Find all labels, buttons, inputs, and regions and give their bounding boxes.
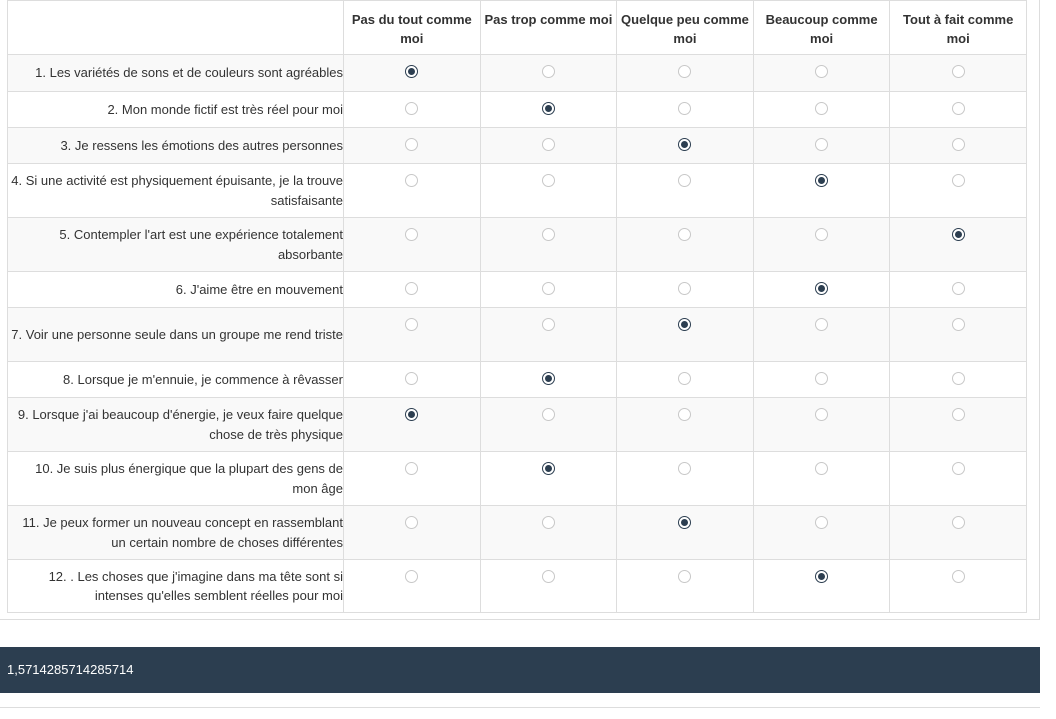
option-cell	[480, 452, 617, 506]
question-label: 6. J'aime être en mouvement	[8, 272, 344, 308]
radio-option[interactable]	[405, 318, 418, 331]
radio-option[interactable]	[405, 372, 418, 385]
option-cell	[480, 560, 617, 613]
question-row	[8, 362, 1027, 398]
radio-option[interactable]	[405, 282, 418, 295]
question-label: 8. Lorsque je m'ennuie, je commence à rêvasser	[8, 362, 344, 398]
radio-option[interactable]	[815, 102, 828, 115]
radio-selected[interactable]	[815, 570, 828, 583]
option-cell	[344, 55, 481, 92]
radio-option[interactable]	[542, 228, 555, 241]
question-label: 3. Je ressens les émotions des autres personnes	[8, 128, 344, 164]
option-cell	[344, 272, 481, 308]
option-cell	[890, 272, 1027, 308]
column-header: Beaucoup comme moi	[753, 1, 890, 55]
question-row	[8, 308, 1027, 362]
result-value: 1,5714285714285714	[7, 662, 134, 677]
question-label: 9. Lorsque j'ai beaucoup d'énergie, je veux faire quelque chose de très physique	[8, 398, 344, 452]
column-header: Quelque peu comme moi	[617, 1, 754, 55]
option-cell	[890, 308, 1027, 362]
radio-selected[interactable]	[678, 138, 691, 151]
option-cell	[617, 92, 754, 128]
radio-option[interactable]	[815, 138, 828, 151]
radio-option[interactable]	[542, 65, 555, 78]
radio-option[interactable]	[542, 570, 555, 583]
option-cell	[617, 272, 754, 308]
question-label: 2. Mon monde fictif est très réel pour moi	[8, 92, 344, 128]
question-label: 5. Contempler l'art est une expérience totalement absorbante	[8, 218, 344, 272]
radio-option[interactable]	[678, 228, 691, 241]
question-label: 11. Je peux former un nouveau concept en rassemblant un certain nombre de choses différentes	[8, 506, 344, 560]
option-cell	[344, 398, 481, 452]
likert-matrix	[7, 0, 1027, 613]
question-label: 1. Les variétés de sons et de couleurs sont agréables	[8, 55, 344, 92]
radio-option[interactable]	[405, 102, 418, 115]
option-cell	[480, 128, 617, 164]
question-label: 4. Si une activité est physiquement épuisante, je la trouve satisfaisante	[8, 164, 344, 218]
option-cell	[753, 398, 890, 452]
radio-option[interactable]	[405, 570, 418, 583]
question-row	[8, 218, 1027, 272]
radio-option[interactable]	[815, 462, 828, 475]
radio-option[interactable]	[405, 516, 418, 529]
radio-option[interactable]	[815, 516, 828, 529]
radio-option[interactable]	[678, 282, 691, 295]
option-cell	[617, 308, 754, 362]
question-row	[8, 92, 1027, 128]
option-cell	[480, 308, 617, 362]
question-label: 10. Je suis plus énergique que la plupart des gens de mon âge	[8, 452, 344, 506]
option-cell	[617, 362, 754, 398]
radio-selected[interactable]	[542, 102, 555, 115]
radio-option[interactable]	[815, 408, 828, 421]
option-cell	[480, 272, 617, 308]
radio-selected[interactable]	[952, 228, 965, 241]
option-cell	[480, 218, 617, 272]
option-cell	[480, 362, 617, 398]
option-cell	[753, 92, 890, 128]
option-cell	[753, 362, 890, 398]
header-row	[8, 1, 1027, 55]
radio-selected[interactable]	[815, 282, 828, 295]
radio-option[interactable]	[678, 102, 691, 115]
option-cell	[890, 560, 1027, 613]
option-cell	[890, 218, 1027, 272]
option-cell	[890, 506, 1027, 560]
option-cell	[753, 452, 890, 506]
radio-option[interactable]	[678, 372, 691, 385]
option-cell	[890, 92, 1027, 128]
option-cell	[617, 506, 754, 560]
radio-option[interactable]	[678, 65, 691, 78]
radio-option[interactable]	[815, 65, 828, 78]
radio-option[interactable]	[678, 408, 691, 421]
option-cell	[480, 164, 617, 218]
radio-option[interactable]	[952, 570, 965, 583]
option-cell	[890, 164, 1027, 218]
radio-option[interactable]	[678, 570, 691, 583]
result-bar	[0, 647, 1040, 693]
option-cell	[344, 218, 481, 272]
question-label: 7. Voir une personne seule dans un groupe me rend triste	[8, 308, 344, 362]
radio-option[interactable]	[678, 462, 691, 475]
option-cell	[617, 164, 754, 218]
option-cell	[617, 55, 754, 92]
option-cell	[344, 362, 481, 398]
radio-selected[interactable]	[815, 174, 828, 187]
option-cell	[617, 398, 754, 452]
option-cell	[344, 128, 481, 164]
option-cell	[617, 560, 754, 613]
question-row	[8, 398, 1027, 452]
option-cell	[753, 218, 890, 272]
radio-option[interactable]	[405, 138, 418, 151]
radio-option[interactable]	[952, 372, 965, 385]
option-cell	[344, 92, 481, 128]
radio-option[interactable]	[678, 174, 691, 187]
question-row	[8, 560, 1027, 613]
radio-option[interactable]	[405, 462, 418, 475]
option-cell	[753, 308, 890, 362]
header-corner	[8, 1, 344, 55]
option-cell	[890, 398, 1027, 452]
option-cell	[344, 164, 481, 218]
radio-option[interactable]	[542, 516, 555, 529]
option-cell	[753, 506, 890, 560]
radio-selected[interactable]	[405, 65, 418, 78]
radio-option[interactable]	[815, 318, 828, 331]
column-header: Pas trop comme moi	[480, 1, 617, 55]
radio-option[interactable]	[952, 318, 965, 331]
radio-option[interactable]	[952, 282, 965, 295]
column-header: Pas du tout comme moi	[344, 1, 481, 55]
option-cell	[617, 452, 754, 506]
option-cell	[617, 128, 754, 164]
question-row	[8, 128, 1027, 164]
question-label: 12. . Les choses que j'imagine dans ma tête sont si intenses qu'elles semblent réelles pour moi	[8, 560, 344, 613]
radio-option[interactable]	[815, 372, 828, 385]
option-cell	[344, 452, 481, 506]
option-cell	[890, 128, 1027, 164]
option-cell	[480, 398, 617, 452]
question-row	[8, 452, 1027, 506]
radio-option[interactable]	[952, 138, 965, 151]
question-row	[8, 272, 1027, 308]
option-cell	[480, 55, 617, 92]
radio-selected[interactable]	[542, 372, 555, 385]
question-row	[8, 506, 1027, 560]
radio-option[interactable]	[542, 408, 555, 421]
radio-option[interactable]	[542, 318, 555, 331]
radio-option[interactable]	[815, 228, 828, 241]
option-cell	[480, 506, 617, 560]
divider	[0, 707, 1040, 708]
option-cell	[344, 308, 481, 362]
option-cell	[890, 55, 1027, 92]
question-row	[8, 164, 1027, 218]
option-cell	[344, 506, 481, 560]
radio-option[interactable]	[542, 174, 555, 187]
option-cell	[753, 128, 890, 164]
radio-option[interactable]	[952, 408, 965, 421]
option-cell	[890, 362, 1027, 398]
question-row	[8, 55, 1027, 92]
radio-option[interactable]	[405, 174, 418, 187]
radio-selected[interactable]	[678, 516, 691, 529]
radio-option[interactable]	[952, 102, 965, 115]
option-cell	[480, 92, 617, 128]
radio-option[interactable]	[952, 462, 965, 475]
option-cell	[344, 560, 481, 613]
radio-option[interactable]	[952, 65, 965, 78]
column-header: Tout à fait comme moi	[890, 1, 1027, 55]
option-cell	[753, 560, 890, 613]
radio-selected[interactable]	[405, 408, 418, 421]
radio-option[interactable]	[405, 228, 418, 241]
option-cell	[890, 452, 1027, 506]
radio-option[interactable]	[952, 174, 965, 187]
option-cell	[753, 55, 890, 92]
radio-selected[interactable]	[678, 318, 691, 331]
radio-option[interactable]	[542, 282, 555, 295]
radio-option[interactable]	[542, 138, 555, 151]
option-cell	[617, 218, 754, 272]
radio-option[interactable]	[952, 516, 965, 529]
option-cell	[753, 164, 890, 218]
radio-selected[interactable]	[542, 462, 555, 475]
option-cell	[753, 272, 890, 308]
